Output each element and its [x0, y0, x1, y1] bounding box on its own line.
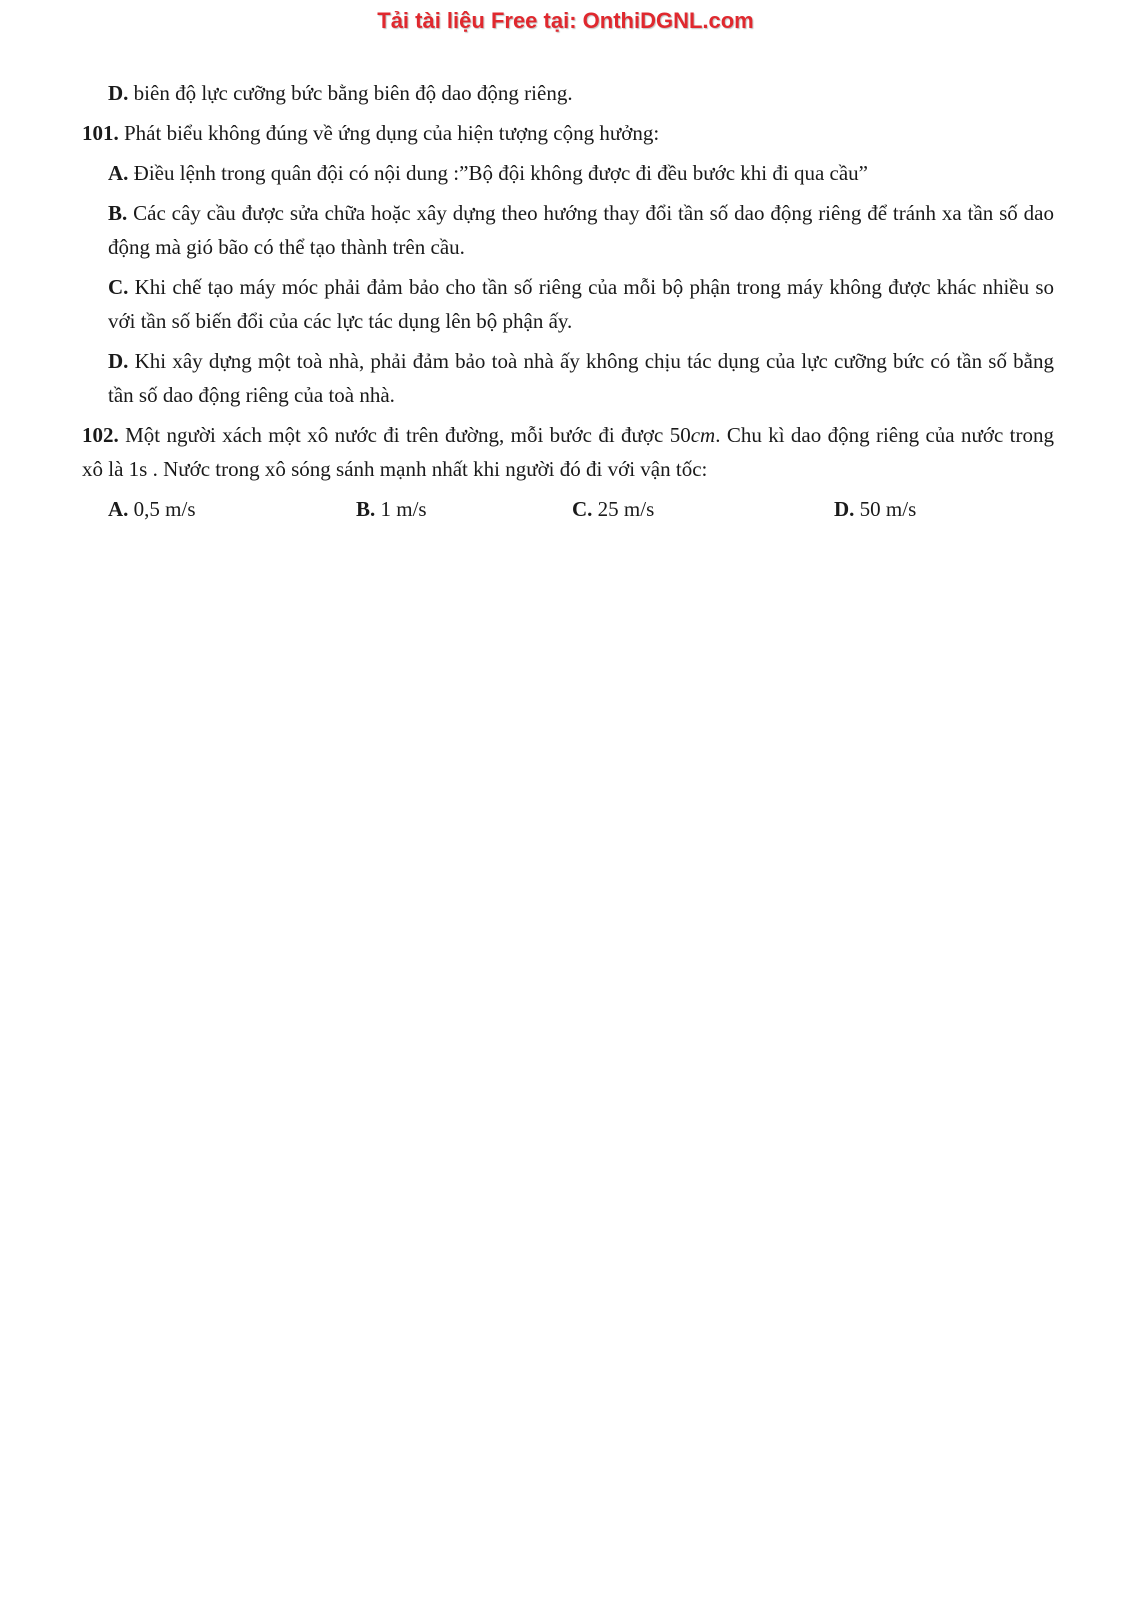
- question-text: Phát biểu không đúng về ứng dụng của hiện tượng cộng hưởng:: [124, 121, 660, 145]
- option-text: Các cây cầu được sửa chữa hoặc xây dựng theo hướng thay đổi tần số dao động riêng để tránh xa tần số dao động mà gió bão có thể tạo thành trên cầu.: [108, 201, 1054, 259]
- previous-option-d: [82, 76, 1054, 110]
- q102-option-b: [356, 492, 572, 526]
- question-unit: cm: [690, 423, 716, 447]
- q102-option-c: [572, 492, 834, 526]
- q101-option-b: [82, 196, 1054, 264]
- q102-option-a: [108, 492, 356, 526]
- option-label: C.: [572, 497, 593, 521]
- option-text: Khi xây dựng một toà nhà, phải đảm bảo toà nhà ấy không chịu tác dụng của lực cưỡng bức có tần số bằng tần số dao động riêng của toà nhà.: [108, 349, 1054, 407]
- q102-options-row: [82, 492, 1054, 526]
- document-body: [82, 76, 1054, 532]
- option-text: 0,5 m/s: [133, 497, 196, 521]
- option-text: 25 m/s: [597, 497, 655, 521]
- option-text: 50 m/s: [859, 497, 917, 521]
- q102-option-d: [834, 492, 1034, 526]
- question-101-stem: [82, 116, 1054, 150]
- q101-option-a: [82, 156, 1054, 190]
- option-label: B.: [356, 497, 376, 521]
- option-label: A.: [108, 161, 129, 185]
- question-text-part1: Một người xách một xô nước đi trên đường, mỗi bước đi được 50: [125, 423, 691, 447]
- option-label: C.: [108, 275, 129, 299]
- site-header-banner: Tải tài liệu Free tại: OnthiDGNL.com: [377, 8, 754, 33]
- option-label: D.: [108, 81, 129, 105]
- question-number: 101.: [82, 121, 119, 145]
- question-text-part2: . Chu kì dao động riêng của nước trong xô là 1s . Nước trong xô sóng sánh mạnh nhất khi người đó đi với vận tốc:: [82, 423, 1054, 481]
- option-label: D.: [834, 497, 855, 521]
- option-label: D.: [108, 349, 129, 373]
- option-text: Điều lệnh trong quân đội có nội dung :”Bộ đội không được đi đều bước khi đi qua cầu”: [133, 161, 869, 185]
- q101-option-c: [82, 270, 1054, 338]
- option-text: 1 m/s: [380, 497, 427, 521]
- option-text: biên độ lực cưỡng bức bằng biên độ dao động riêng.: [133, 81, 573, 105]
- question-number: 102.: [82, 423, 119, 447]
- option-label: B.: [108, 201, 128, 225]
- option-label: A.: [108, 497, 129, 521]
- q101-option-d: [82, 344, 1054, 412]
- option-text: Khi chế tạo máy móc phải đảm bảo cho tần số riêng của mỗi bộ phận trong máy không được khác nhiều so với tần số biến đổi của các lực tác dụng lên bộ phận ấy.: [108, 275, 1054, 333]
- question-102-stem: [82, 418, 1054, 486]
